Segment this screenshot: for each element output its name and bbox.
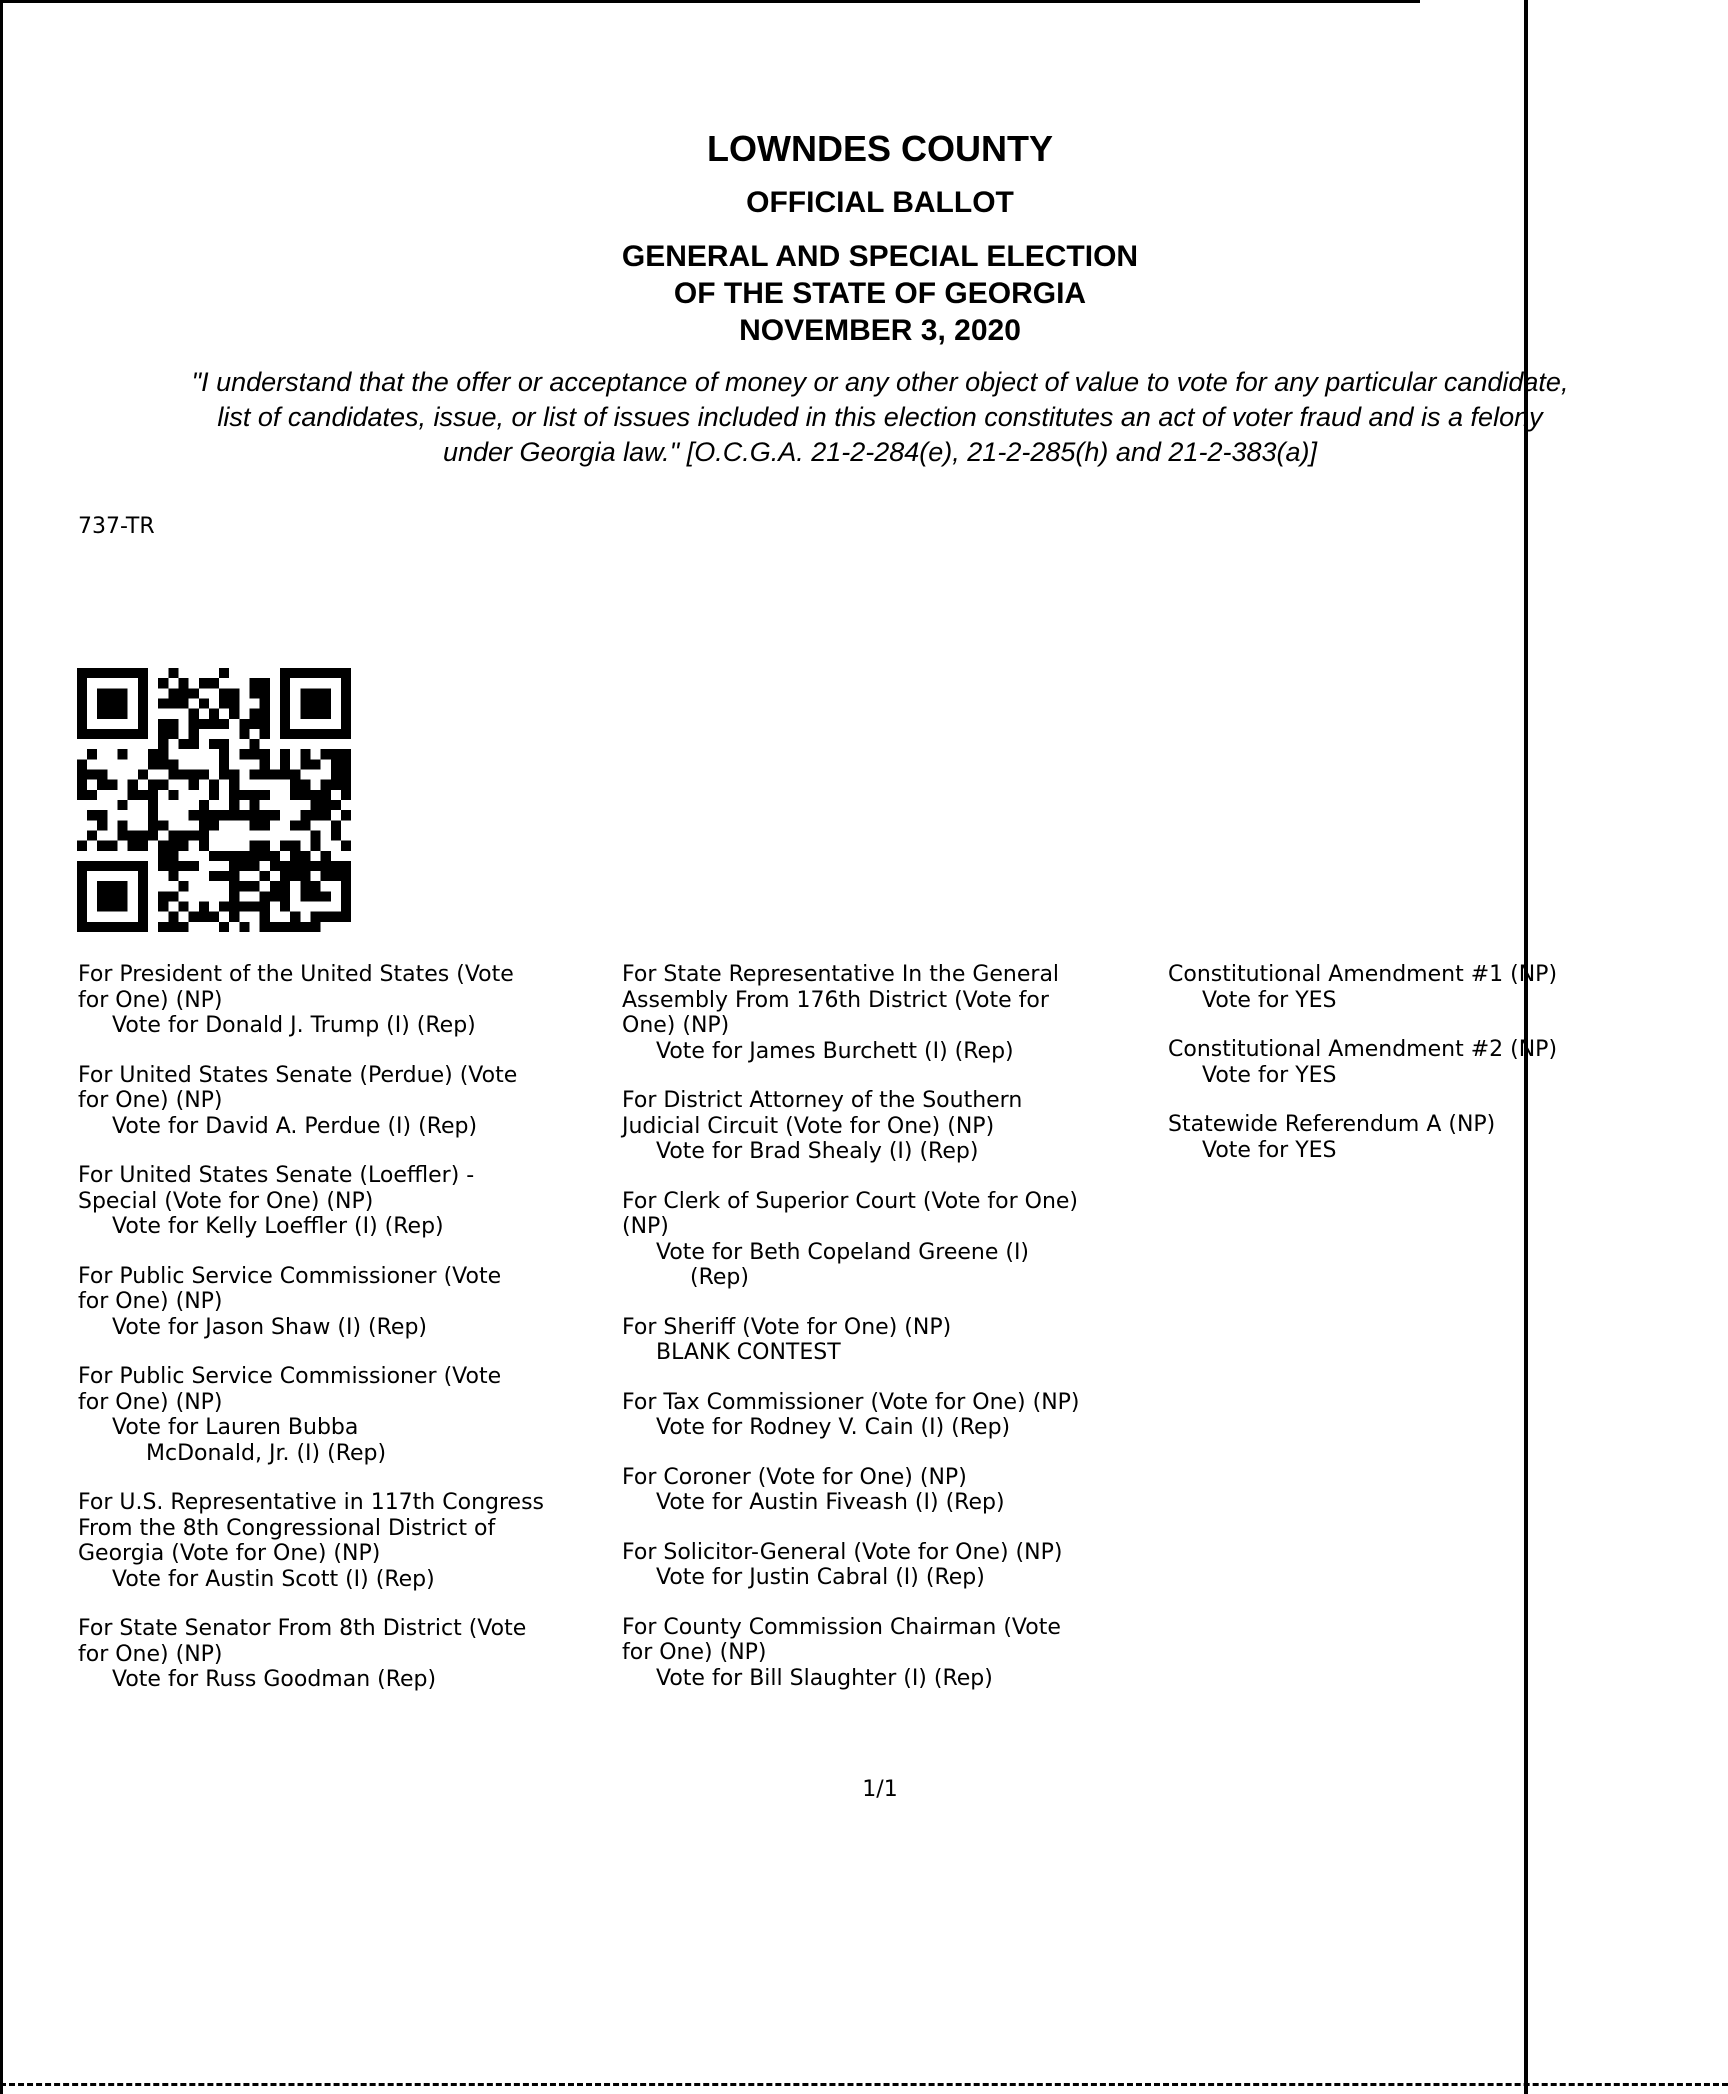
selection-text: Vote for YES: [1202, 1062, 1337, 1088]
contest-item: [622, 962, 1162, 1064]
selection-text: BLANK CONTEST: [656, 1340, 841, 1365]
selection-text: Vote for Brad Shealy (I) (Rep): [656, 1139, 979, 1164]
page-border-bottom: [0, 2083, 1728, 2086]
selection-text: Vote for David A. Perdue (I) (Rep): [112, 1113, 478, 1139]
contest-item: [1168, 1112, 1628, 1163]
election-line-1: GENERAL AND SPECIAL ELECTION: [621, 240, 1139, 273]
selection-text: Vote for Rodney V. Cain (I) (Rep): [656, 1415, 1011, 1440]
contest-title: Statewide Referendum A (NP): [1168, 1112, 1496, 1137]
contest-item: [78, 1063, 618, 1140]
contest-item: [622, 1540, 1162, 1591]
selection-text: Vote for James Burchett (I) (Rep): [656, 1038, 1014, 1064]
contest-title: For Coroner (Vote for One) (NP): [622, 1464, 967, 1490]
selection-text-continued: McDonald, Jr. (I) (Rep): [146, 1440, 387, 1466]
contest-title: For Public Service Commissioner (Vote for One) (NP): [78, 1364, 502, 1415]
contest-selection: [78, 1415, 618, 1466]
contest-item: [78, 1616, 618, 1693]
contest-selection: [622, 1039, 1162, 1065]
contest-item: [78, 1163, 618, 1240]
contest-selection: [78, 1013, 618, 1039]
contest-selection: [1168, 988, 1628, 1014]
voter-oath: [70, 365, 1690, 470]
contest-column-3: [1168, 962, 1628, 1187]
contest-selection: [622, 1340, 1162, 1366]
contest-title: For President of the United States (Vote for One) (NP): [78, 962, 514, 1013]
contest-selection: [622, 1139, 1162, 1165]
contest-title: For United States Senate (Perdue) (Vote for One) (NP): [78, 1062, 518, 1113]
selection-text: Vote for Bill Slaughter (I) (Rep): [656, 1665, 993, 1691]
contest-title: For U.S. Representative in 117th Congress From the 8th Congressional District of Georgia (Vote for One) (NP): [78, 1490, 544, 1566]
selection-text: Vote for Beth Copeland Greene (I): [656, 1239, 1030, 1265]
contest-column-2: [622, 962, 1162, 1715]
contest-item: [622, 1390, 1162, 1441]
contest-item: [78, 1364, 618, 1466]
oath-line-1: "I understand that the offer or acceptance of money or any other object of value to vote for any particular candidate,: [191, 367, 1569, 397]
contest-selection: [622, 1666, 1162, 1692]
contest-item: [1168, 1037, 1628, 1088]
contest-title: For Clerk of Superior Court (Vote for One) (NP): [622, 1188, 1079, 1239]
contest-item: [622, 1189, 1162, 1291]
contest-selection: [1168, 1063, 1628, 1089]
contest-selection: [78, 1567, 618, 1593]
contest-item: [622, 1315, 1162, 1366]
contest-selection: [622, 1565, 1162, 1591]
contest-selection: [622, 1415, 1162, 1441]
contest-title: For Solicitor-General (Vote for One) (NP): [622, 1539, 1063, 1565]
qr-code-icon: [76, 668, 352, 932]
contest-selection: [622, 1240, 1162, 1291]
selection-text: Vote for Donald J. Trump (I) (Rep): [112, 1013, 476, 1038]
contest-item: [78, 1264, 618, 1341]
contest-title: For District Attorney of the Southern Judicial Circuit (Vote for One) (NP): [622, 1088, 1023, 1139]
selection-text: Vote for Austin Fiveash (I) (Rep): [656, 1490, 1005, 1515]
selection-text: Vote for Justin Cabral (I) (Rep): [656, 1565, 985, 1590]
election-title: [0, 238, 1728, 349]
selection-text: Vote for Russ Goodman (Rep): [112, 1667, 437, 1692]
county-title: LOWNDES COUNTY: [707, 128, 1053, 169]
contest-item: [78, 962, 618, 1039]
contest-title: For State Representative In the General Assembly From 176th District (Vote for One) (NP): [622, 962, 1060, 1038]
contest-item: [622, 1615, 1162, 1692]
contest-title: For Sheriff (Vote for One) (NP): [622, 1314, 952, 1340]
selection-text: Vote for YES: [1202, 1137, 1337, 1163]
oath-line-3: under Georgia law." [O.C.G.A. 21-2-284(e), 21-2-285(h) and 21-2-383(a)]: [442, 437, 1318, 467]
selection-text: Vote for Kelly Loeffler (I) (Rep): [112, 1214, 444, 1239]
selection-text: Vote for Austin Scott (I) (Rep): [112, 1566, 435, 1592]
contest-selection: [78, 1114, 618, 1140]
contest-title: For State Senator From 8th District (Vote for One) (NP): [78, 1616, 527, 1667]
selection-text-continued: (Rep): [690, 1265, 749, 1290]
contest-title: For Public Service Commissioner (Vote for One) (NP): [78, 1263, 502, 1314]
contest-selection: [78, 1667, 618, 1693]
contest-title: For United States Senate (Loeffler) - Special (Vote for One) (NP): [78, 1163, 475, 1214]
selection-text: Vote for Jason Shaw (I) (Rep): [112, 1314, 428, 1340]
contest-selection: [78, 1315, 618, 1341]
oath-line-2: list of candidates, issue, or list of issues included in this election constitutes an act of voter fraud and is a felony: [217, 402, 1543, 432]
contest-title: Constitutional Amendment #2 (NP): [1168, 1037, 1558, 1062]
contest-selection: [78, 1214, 618, 1240]
contest-item: [622, 1465, 1162, 1516]
ballot-id: 737-TR: [78, 514, 155, 539]
page-border-top: [0, 0, 1420, 3]
ballot-type: OFFICIAL BALLOT: [746, 186, 1014, 219]
contest-title: For Tax Commissioner (Vote for One) (NP): [622, 1389, 1080, 1415]
contest-item: [1168, 962, 1628, 1013]
selection-text: Vote for YES: [1202, 987, 1337, 1013]
election-date: NOVEMBER 3, 2020: [739, 314, 1021, 347]
contest-selection: [1168, 1138, 1628, 1164]
contest-title: Constitutional Amendment #1 (NP): [1168, 962, 1558, 987]
contest-title: For County Commission Chairman (Vote for One) (NP): [622, 1614, 1061, 1665]
election-line-2: OF THE STATE OF GEORGIA: [673, 277, 1087, 310]
contest-selection: [622, 1490, 1162, 1516]
selection-text: Vote for Lauren Bubba: [112, 1415, 359, 1440]
contest-item: [622, 1088, 1162, 1165]
page-number: 1/1: [862, 1777, 898, 1802]
contest-column-1: [78, 962, 618, 1717]
contest-item: [78, 1490, 618, 1592]
